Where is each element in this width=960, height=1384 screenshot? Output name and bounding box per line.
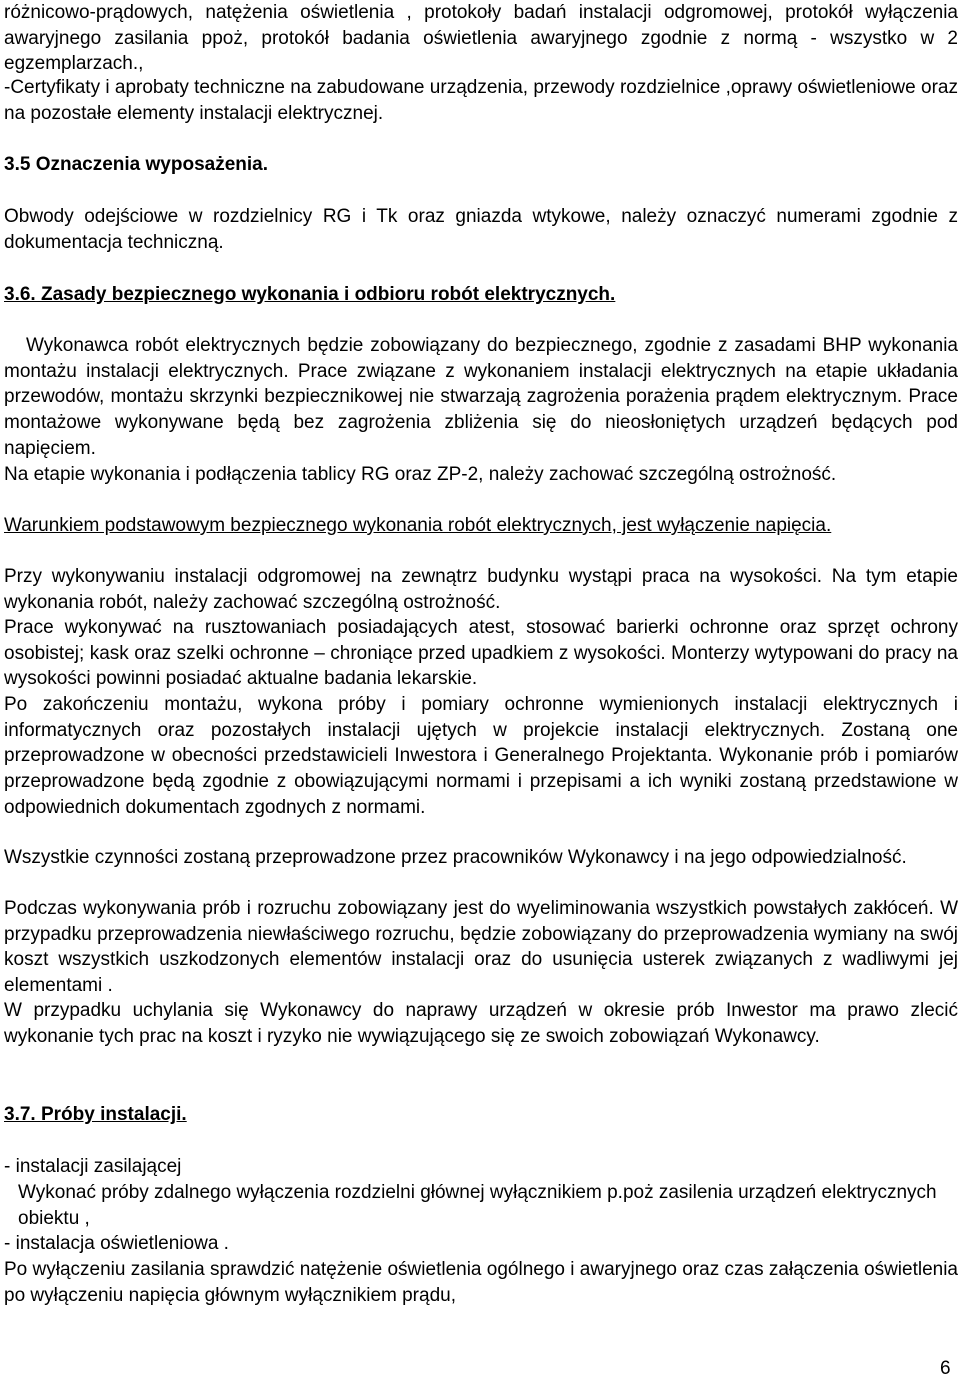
intro-protocols-text: różnicowo-prądowych, natężenia oświetlenia , protokoły badań instalacji odgromowej, protokół wyłączenia awaryjnego zasilania ppoż, protokół badania oświetlenia awaryjnego zgodnie z normą - wszystko w 2 egzemplarzach.,: [4, 2, 958, 75]
section-3-6-paragraph-3: Warunkiem podstawowym bezpiecznego wykonania robót elektrycznych, jest wyłączenie napięcia.: [4, 515, 832, 536]
section-3-7-item-supply: - instalacji zasilającej: [4, 1156, 182, 1177]
section-3-6-paragraph-7: Wszystkie czynności zostaną przeprowadzone przez pracowników Wykonawcy i na jego odpowiedzialność.: [4, 847, 907, 868]
section-3-5-text: Obwody odejściowe w rozdzielnicy RG i Tk oraz gniazda wtykowe, należy oznaczyć numerami zgodnie z dokumentacja techniczną.: [4, 206, 958, 253]
section-3-6-paragraph-1: Wykonawca robót elektrycznych będzie zobowiązany do bezpiecznego, zgodnie z zasadami BHP wykonania montażu instalacji elektrycznych. Prace związane z wykonaniem instalacji elektrycznych na etapie układania przewodów, montażu skrzynki bezpiecznikowej nie stwarzają zagrożenia porażenia prądem elektrycznym. Prace montażowe wykonywane będą bez zagrożenia zbliżenia się do nieosłoniętych urządzeń będących pod napięciem.: [4, 335, 958, 459]
section-3-6-paragraph-8: Podczas wykonywania prób i rozruchu zobowiązany jest do wyeliminowania wszystkich powstałych zakłóceń. W przypadku przeprowadzenia niewłaściwego rozruchu, będzie zobowiązany do przeprowadzenia wymiany na swój koszt wszystkich uszkodzonych elementów instalacji oraz do usunięcia usterek związanych z wadliwymi jej elementami .: [4, 898, 958, 997]
section-3-7-item-supply-text: Wykonać próby zdalnego wyłączenia rozdzielni głównej wyłącznikiem p.poż zasilenia urządzeń elektrycznych obiektu ,: [18, 1182, 937, 1229]
section-3-6-heading: 3.6. Zasady bezpiecznego wykonania i odbioru robót elektrycznych.: [4, 284, 616, 305]
section-3-6-paragraph-5: Prace wykonywać na rusztowaniach posiadających atest, stosować barierki ochronne oraz sprzęt ochrony osobistej; kask oraz szelki ochronne – chroniące przed upadkiem z wysokości. Monterzy wytypowani do pracy na wysokości powinni posiadać aktualne badania lekarskie.: [4, 617, 958, 690]
section-3-7-item-lighting: - instalacja oświetleniowa .: [4, 1233, 229, 1254]
page-number: 6: [940, 1358, 951, 1379]
section-3-6-paragraph-6: Po zakończeniu montażu, wykona próby i pomiary ochronne wymienionych instalacji elektrycznych i informatycznych oraz pozostałych instalacji ujętych w projekcie instalacji elektrycznych. Zostaną one przeprowadzone w obecności przedstawicieli Inwestora i Generalnego Projektanta. Wykonanie prób i pomiarów przeprowadzone będą zgodnie z obowiązującymi normami i przepisami a ich wyniki zostaną przedstawione w odpowiednich dokumentach zgodnych z normami.: [4, 694, 958, 818]
section-3-7-text: Po wyłączeniu zasilania sprawdzić natężenie oświetlenia ogólnego i awaryjnego oraz czas załączenia oświetlenia po wyłączeniu napięcia głównym wyłącznikiem prądu,: [4, 1259, 958, 1306]
section-3-6-paragraph-2: Na etapie wykonania i podłączenia tablicy RG oraz ZP-2, należy zachować szczególną ostrożność.: [4, 464, 837, 485]
section-3-6-paragraph-4: Przy wykonywaniu instalacji odgromowej na zewnątrz budynku wystąpi praca na wysokości. Na tym etapie wykonania robót, należy zachować szczególną ostrożność.: [4, 566, 958, 613]
intro-certificates-text: -Certyfikaty i aprobaty techniczne na zabudowane urządzenia, przewody rozdzielnice ,oprawy oświetleniowe oraz na pozostałe elementy instalacji elektrycznej.: [4, 77, 958, 124]
section-3-6-paragraph-9: W przypadku uchylania się Wykonawcy do naprawy urządzeń w okresie prób Inwestor ma prawo zlecić wykonanie tych prac na koszt i ryzyko nie wywiązującego się ze swoich zobowiązań Wykonawcy.: [4, 1000, 958, 1047]
section-3-5-heading: 3.5 Oznaczenia wyposażenia.: [4, 154, 268, 175]
section-3-7-heading: 3.7. Próby instalacji.: [4, 1104, 187, 1125]
